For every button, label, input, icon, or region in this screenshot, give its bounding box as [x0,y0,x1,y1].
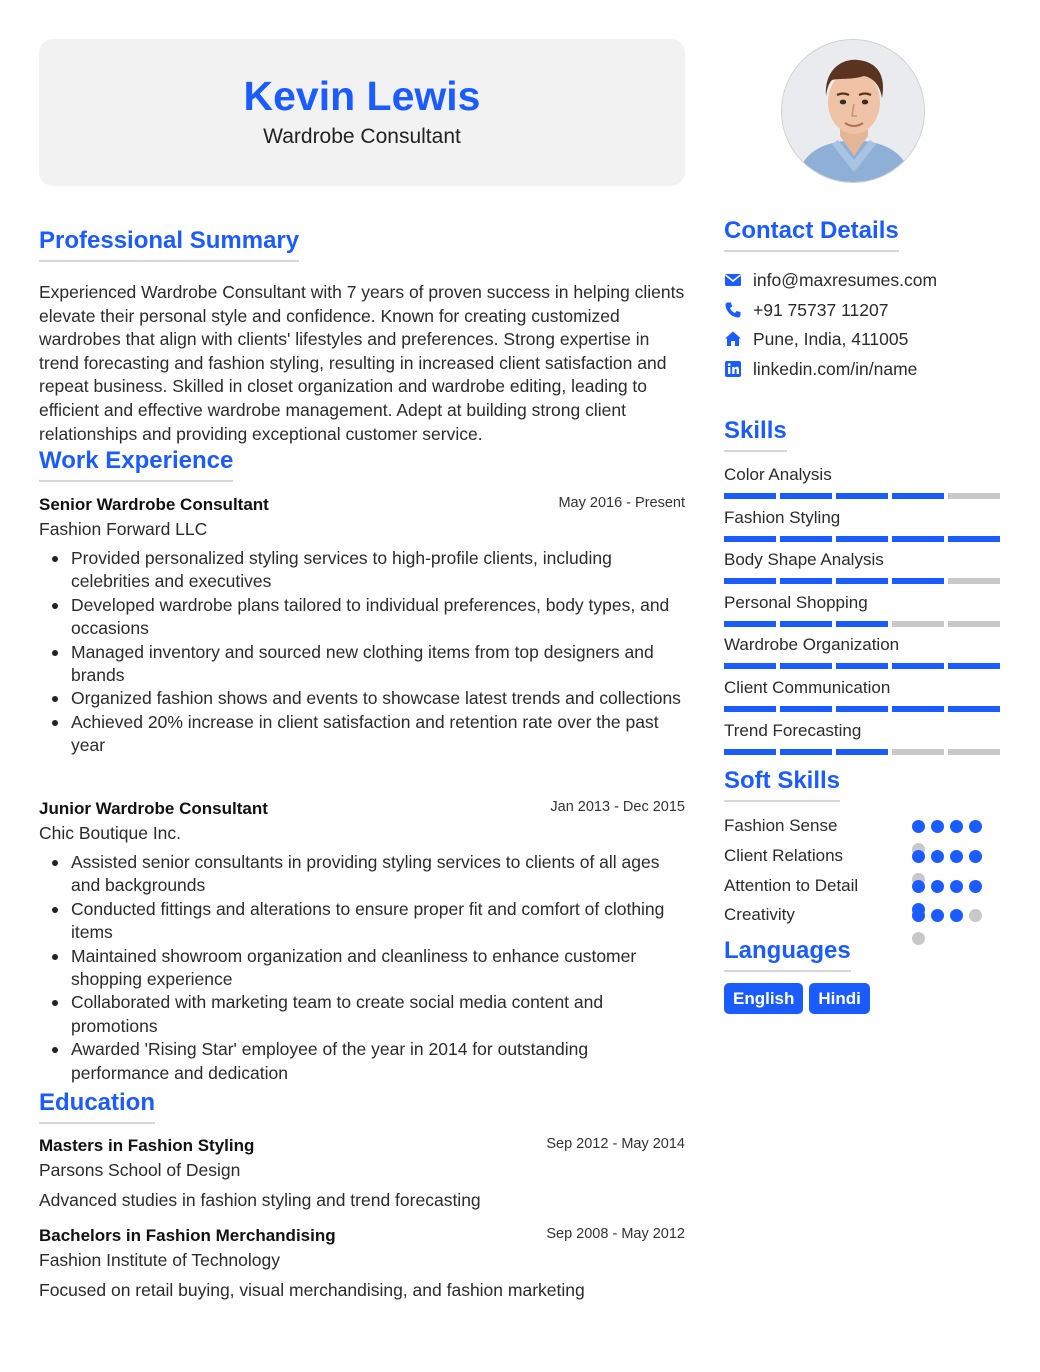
contact-linkedin-text: linkedin.com/in/name [753,358,918,379]
language-badge: Hindi [809,983,870,1014]
rating-dot [912,850,925,863]
skill-level-segment [892,749,944,755]
rating-dot [931,909,944,922]
bullet-item: Organized fashion shows and events to showcase latest trends and collections [39,687,685,710]
education-date: Sep 2008 - May 2012 [546,1226,685,1242]
skill-level-segment [836,536,888,542]
skill-level-segment [836,621,888,627]
education-entry [39,1224,685,1302]
skill-level-segment [724,663,776,669]
skill-level-segment [724,493,776,499]
skill-item [724,677,1000,720]
skill-level-bar [724,621,1000,627]
job-date: May 2016 - Present [558,495,685,511]
soft-skill-item [724,815,1000,845]
education-date: Sep 2012 - May 2014 [546,1136,685,1152]
section-title-soft-skills: Soft Skills [724,766,840,802]
rating-dot [912,932,925,945]
contact-address-text: Pune, India, 411005 [753,329,909,349]
skill-name: Wardrobe Organization [724,635,900,655]
rating-dot [950,880,963,893]
skill-item [724,549,1000,592]
skill-level-segment [892,706,944,712]
skill-level-segment [892,493,944,499]
skill-name: Color Analysis [724,465,832,484]
rating-dot [969,850,982,863]
job-date: Jan 2013 - Dec 2015 [550,799,685,815]
section-title-summary: Professional Summary [39,226,299,262]
skill-level-segment [836,663,888,669]
languages-list [724,983,1000,1014]
soft-skill-item [724,845,1000,875]
section-title-languages: Languages [724,936,851,972]
section-title-education: Education [39,1088,155,1124]
avatar-icon [782,40,925,183]
summary-text: Experienced Wardrobe Consultant with 7 years of proven success in helping clients elevate their personal style and confidence. Known for creating customized wardrobes that align with clients' lifestyles and preferences. Strong expertise in trend forecasting and fashion styling, resulting in increased client satisfaction and repeat business. Skilled in closet organization and wardrobe editing, leading to efficient and effective wardrobe management. Adept at building strong client relationships and providing exceptional customer service. [39,282,685,444]
skill-level-segment [780,706,832,712]
job-bullets [39,851,685,1085]
linkedin-icon [724,360,742,378]
rating-dot [931,850,944,863]
bullet-item: Developed wardrobe plans tailored to individual preferences, body types, and occasions [39,594,685,641]
skill-level-segment [780,493,832,499]
soft-skill-item [724,904,1000,934]
degree-title: Masters in Fashion Styling [39,1136,255,1155]
skill-level-segment [836,578,888,584]
skill-level-segment [724,536,776,542]
home-icon [724,330,742,348]
rating-dot [969,880,982,893]
education-description: Focused on retail buying, visual merchandising, and fashion marketing [39,1280,585,1300]
language-badge: English [724,983,803,1014]
rating-dot [912,880,925,893]
education-description: Advanced studies in fashion styling and trend forecasting [39,1190,481,1210]
skill-level-segment [724,578,776,584]
job-title: Junior Wardrobe Consultant [39,799,268,818]
skill-level-segment [724,749,776,755]
profile-photo [781,39,925,183]
soft-skill-name: Client Relations [724,845,844,865]
skill-level-segment [892,663,944,669]
skill-level-segment [948,749,1000,755]
job-company: Chic Boutique Inc. [39,823,182,843]
skill-item [724,634,1000,677]
contact-email-text: info@maxresumes.com [753,270,938,290]
rating-dot [931,880,944,893]
job-bullets [39,547,685,758]
soft-skill-name: Creativity [724,905,795,925]
school-name: Fashion Institute of Technology [39,1250,280,1270]
rating-dot [931,820,944,833]
skill-level-segment [836,749,888,755]
skill-name: Fashion Styling [724,507,841,527]
soft-skill-name: Attention to Detail [724,875,859,895]
skill-level-segment [724,621,776,627]
skill-item [724,592,1000,635]
school-name: Parsons School of Design [39,1160,241,1180]
skill-level-segment [892,536,944,542]
skill-level-bar [724,536,1000,542]
rating-dot [969,820,982,833]
skill-level-bar [724,706,1000,712]
soft-skill-item [724,875,1000,905]
skill-level-segment [780,663,832,669]
job-title: Senior Wardrobe Consultant [39,495,269,514]
candidate-name: Kevin Lewis [243,73,481,119]
education-entry [39,1134,685,1212]
section-title-contact: Contact Details [724,216,899,252]
skill-level-segment [892,578,944,584]
skill-level-segment [948,663,1000,669]
bullet-item: Managed inventory and sourced new clothing items from top designers and brands [39,641,685,688]
rating-dot [912,909,925,922]
skill-level-segment [780,621,832,627]
skill-name: Personal Shopping [724,592,868,612]
skill-level-segment [724,706,776,712]
skill-level-segment [948,621,1000,627]
contact-phone-text: +91 75737 11207 [753,299,889,320]
rating-dot [969,909,982,922]
header-card [39,39,685,186]
job-entry [39,493,685,758]
contact-list [724,269,1000,387]
bullet-item: Assisted senior consultants in providing styling services to clients of all ages and backgrounds [39,851,685,898]
skill-name: Client Communication [724,677,891,697]
skill-level-segment [780,749,832,755]
bullet-item: Provided personalized styling services to high-profile clients, including celebrities and executives [39,547,685,594]
skills-list [724,464,1000,762]
skill-level-segment [892,621,944,627]
skill-item [724,464,1000,507]
rating-dot [950,850,963,863]
skill-level-bar [724,663,1000,669]
skill-level-bar [724,578,1000,584]
envelope-icon [724,271,742,289]
skill-item [724,720,1000,763]
skill-level-segment [948,578,1000,584]
skill-level-segment [780,578,832,584]
skill-level-segment [836,706,888,712]
skill-level-segment [948,706,1000,712]
skill-level-segment [948,536,1000,542]
soft-skill-name: Fashion Sense [724,816,838,835]
skill-level-segment [948,493,1000,499]
contact-address [724,328,1000,358]
skill-level-bar [724,749,1000,755]
skill-name: Body Shape Analysis [724,550,884,570]
candidate-title: Wardrobe Consultant [263,125,461,148]
bullet-item: Achieved 20% increase in client satisfaction and retention rate over the past year [39,711,685,758]
phone-icon [724,301,742,319]
degree-title: Bachelors in Fashion Merchandising [39,1226,336,1245]
rating-dot [950,909,963,922]
contact-email[interactable] [724,269,1000,299]
rating-dot [950,820,963,833]
bullet-item: Awarded 'Rising Star' employee of the year in 2014 for outstanding performance and dedication [39,1038,685,1085]
rating-dot [912,820,925,833]
section-title-skills: Skills [724,416,787,452]
bullet-item: Maintained showroom organization and cleanliness to enhance customer shopping experience [39,945,685,992]
skill-level-bar [724,493,1000,499]
skill-name: Trend Forecasting [724,720,862,740]
skill-level-segment [836,493,888,499]
contact-phone[interactable] [724,299,1000,329]
bullet-item: Conducted fittings and alterations to ensure proper fit and comfort of clothing items [39,898,685,945]
job-entry [39,797,685,1085]
soft-skills-list [724,815,1000,934]
bullet-item: Collaborated with marketing team to create social media content and promotions [39,991,685,1038]
contact-linkedin[interactable] [724,358,1000,388]
skill-item [724,507,1000,550]
job-company: Fashion Forward LLC [39,519,208,539]
skill-level-segment [780,536,832,542]
section-title-experience: Work Experience [39,446,233,482]
